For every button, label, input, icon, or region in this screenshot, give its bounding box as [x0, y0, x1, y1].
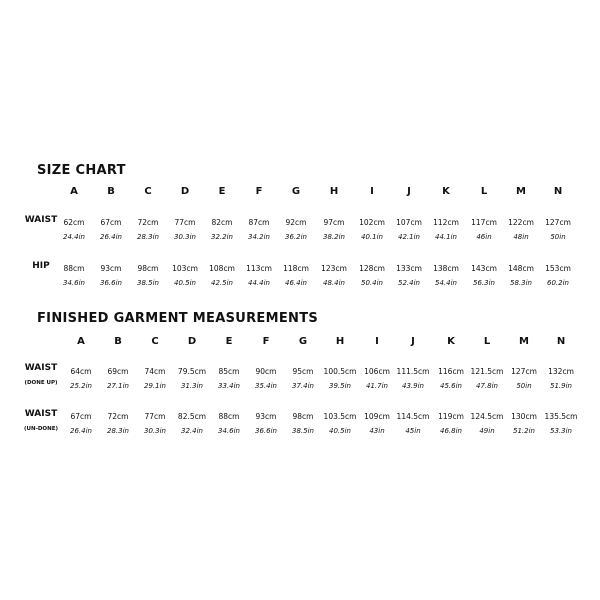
inch-value: 44.4in	[248, 279, 270, 287]
cm-value: 122cm	[508, 218, 534, 227]
cm-value: 95cm	[292, 367, 314, 376]
cm-value: 112cm	[433, 218, 459, 227]
cm-value: 114.5cm	[396, 412, 430, 421]
cm-value: 103.5cm	[323, 412, 357, 421]
size-header-j: J	[411, 336, 415, 347]
cm-value: 64cm	[70, 367, 92, 376]
size-header-j: J	[407, 186, 411, 197]
inch-value: 58.3in	[510, 279, 532, 287]
inch-value: 34.6in	[218, 427, 240, 435]
cm-value: 123cm	[321, 264, 347, 273]
cm-value: 119cm	[438, 412, 464, 421]
cm-value: 106cm	[364, 367, 390, 376]
size-header-e: E	[225, 336, 233, 347]
inch-value: 46in	[476, 233, 492, 241]
inch-value: 52.4in	[398, 279, 420, 287]
inch-value: 26.4in	[100, 233, 122, 241]
cm-value: 88cm	[218, 412, 240, 421]
inch-value: 30.3in	[174, 233, 196, 241]
cm-value: 62cm	[63, 218, 85, 227]
cm-value: 148cm	[508, 264, 534, 273]
inch-value: 30.3in	[144, 427, 166, 435]
cm-value: 82.5cm	[177, 412, 207, 421]
cm-value: 82cm	[211, 218, 233, 227]
cm-value: 74cm	[144, 367, 166, 376]
cm-value: 98cm	[292, 412, 314, 421]
size-header-b: B	[107, 186, 115, 197]
cm-value: 69cm	[107, 367, 129, 376]
cm-value: 108cm	[209, 264, 235, 273]
cm-value: 133cm	[396, 264, 422, 273]
cm-value: 67cm	[70, 412, 92, 421]
cm-value: 93cm	[100, 264, 122, 273]
size-header-k: K	[447, 336, 455, 347]
cm-value: 128cm	[359, 264, 385, 273]
row-label: WAIST	[24, 215, 58, 225]
size-header-n: N	[556, 336, 566, 347]
inch-value: 28.3in	[107, 427, 129, 435]
size-header-l: L	[480, 186, 488, 197]
inch-value: 40.1in	[361, 233, 383, 241]
size-header-h: H	[335, 336, 345, 347]
inch-value: 47.8in	[476, 382, 498, 390]
inch-value: 26.4in	[70, 427, 92, 435]
size-header-a: A	[77, 336, 85, 347]
cm-value: 116cm	[438, 367, 464, 376]
cm-value: 127cm	[511, 367, 537, 376]
row-sublabel: (UN-DONE)	[24, 426, 58, 432]
size-header-d: D	[187, 336, 197, 347]
row-label: HIP	[32, 261, 50, 271]
size-header-e: E	[218, 186, 226, 197]
inch-value: 50in	[550, 233, 566, 241]
inch-value: 54.4in	[435, 279, 457, 287]
inch-value: 46.4in	[285, 279, 307, 287]
inch-value: 45in	[405, 427, 421, 435]
inch-value: 33.4in	[218, 382, 240, 390]
cm-value: 77cm	[144, 412, 166, 421]
inch-value: 53.3in	[550, 427, 572, 435]
size-header-h: H	[329, 186, 339, 197]
inch-value: 32.2in	[211, 233, 233, 241]
size-header-l: L	[483, 336, 491, 347]
size-header-m: M	[519, 336, 529, 347]
inch-value: 51.9in	[550, 382, 572, 390]
cm-value: 143cm	[471, 264, 497, 273]
size-chart-title: SIZE CHART	[37, 163, 126, 178]
inch-value: 31.3in	[181, 382, 203, 390]
inch-value: 43.9in	[402, 382, 424, 390]
cm-value: 93cm	[255, 412, 277, 421]
inch-value: 32.4in	[181, 427, 203, 435]
size-header-d: D	[180, 186, 190, 197]
cm-value: 109cm	[364, 412, 390, 421]
inch-value: 46.8in	[440, 427, 462, 435]
size-header-f: F	[255, 186, 263, 197]
inch-value: 44.1in	[435, 233, 457, 241]
cm-value: 100.5cm	[323, 367, 357, 376]
inch-value: 28.3in	[137, 233, 159, 241]
size-header-m: M	[516, 186, 526, 197]
size-header-f: F	[262, 336, 270, 347]
row-sublabel: (DONE UP)	[24, 380, 58, 386]
inch-value: 50.4in	[361, 279, 383, 287]
inch-value: 37.4in	[292, 382, 314, 390]
cm-value: 85cm	[218, 367, 240, 376]
cm-value: 132cm	[548, 367, 574, 376]
cm-value: 102cm	[359, 218, 385, 227]
cm-value: 138cm	[433, 264, 459, 273]
cm-value: 88cm	[63, 264, 85, 273]
cm-value: 77cm	[174, 218, 196, 227]
cm-value: 111.5cm	[396, 367, 430, 376]
inch-value: 56.3in	[473, 279, 495, 287]
inch-value: 45.6in	[440, 382, 462, 390]
size-header-g: G	[291, 186, 301, 197]
inch-value: 24.4in	[63, 233, 85, 241]
cm-value: 97cm	[323, 218, 345, 227]
size-header-b: B	[114, 336, 122, 347]
inch-value: 36.6in	[255, 427, 277, 435]
inch-value: 36.6in	[100, 279, 122, 287]
inch-value: 42.5in	[211, 279, 233, 287]
cm-value: 98cm	[137, 264, 159, 273]
row-label: WAIST	[24, 409, 58, 419]
cm-value: 92cm	[285, 218, 307, 227]
inch-value: 40.5in	[329, 427, 351, 435]
size-header-i: I	[375, 336, 379, 347]
cm-value: 153cm	[545, 264, 571, 273]
inch-value: 48in	[513, 233, 529, 241]
inch-value: 34.2in	[248, 233, 270, 241]
inch-value: 42.1in	[398, 233, 420, 241]
inch-value: 35.4in	[255, 382, 277, 390]
cm-value: 121.5cm	[470, 367, 504, 376]
row-label: WAIST	[24, 363, 58, 373]
cm-value: 72cm	[107, 412, 129, 421]
inch-value: 38.2in	[323, 233, 345, 241]
inch-value: 43in	[369, 427, 385, 435]
inch-value: 50in	[516, 382, 532, 390]
cm-value: 107cm	[396, 218, 422, 227]
cm-value: 135.5cm	[544, 412, 578, 421]
inch-value: 40.5in	[174, 279, 196, 287]
inch-value: 38.5in	[292, 427, 314, 435]
inch-value: 29.1in	[144, 382, 166, 390]
cm-value: 124.5cm	[470, 412, 504, 421]
cm-value: 79.5cm	[177, 367, 207, 376]
inch-value: 49in	[479, 427, 495, 435]
inch-value: 34.6in	[63, 279, 85, 287]
cm-value: 90cm	[255, 367, 277, 376]
inch-value: 51.2in	[513, 427, 535, 435]
cm-value: 87cm	[248, 218, 270, 227]
size-header-c: C	[151, 336, 159, 347]
cm-value: 113cm	[246, 264, 272, 273]
size-header-g: G	[298, 336, 308, 347]
inch-value: 38.5in	[137, 279, 159, 287]
cm-value: 118cm	[283, 264, 309, 273]
size-header-n: N	[553, 186, 563, 197]
finished-measurements-title: FINISHED GARMENT MEASUREMENTS	[37, 311, 319, 326]
cm-value: 67cm	[100, 218, 122, 227]
size-header-a: A	[70, 186, 78, 197]
cm-value: 103cm	[172, 264, 198, 273]
size-header-c: C	[144, 186, 152, 197]
inch-value: 25.2in	[70, 382, 92, 390]
inch-value: 36.2in	[285, 233, 307, 241]
size-header-k: K	[442, 186, 450, 197]
cm-value: 72cm	[137, 218, 159, 227]
cm-value: 130cm	[511, 412, 537, 421]
inch-value: 39.5in	[329, 382, 351, 390]
cm-value: 127cm	[545, 218, 571, 227]
size-header-i: I	[370, 186, 374, 197]
inch-value: 27.1in	[107, 382, 129, 390]
cm-value: 117cm	[471, 218, 497, 227]
inch-value: 41.7in	[366, 382, 388, 390]
inch-value: 48.4in	[323, 279, 345, 287]
inch-value: 60.2in	[547, 279, 569, 287]
